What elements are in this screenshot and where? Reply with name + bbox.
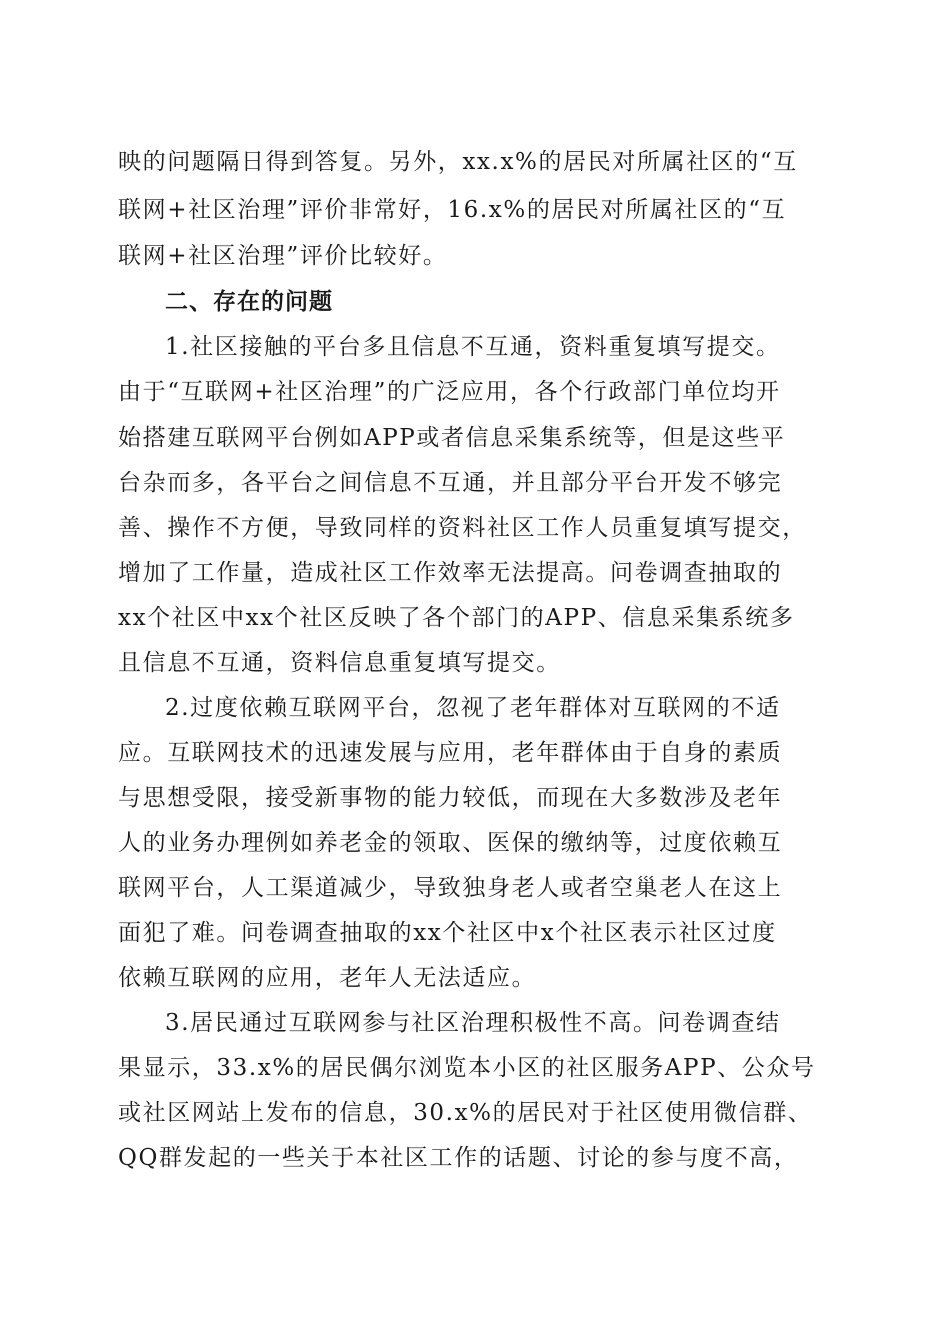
paragraph-line: 应。互联网技术的迅速发展与应用，老年群体由于自身的素质	[118, 740, 783, 766]
paragraph-line: 2.过度依赖互联网平台，忽视了老年群体对互联网的不适	[165, 695, 781, 721]
paragraph-line: xx个社区中xx个社区反映了各个部门的APP、信息采集系统多	[118, 605, 795, 631]
paragraph-line: 人的业务办理例如养老金的领取、医保的缴纳等，过度依赖互	[118, 830, 783, 856]
paragraph-line: 始搭建互联网平台例如APP或者信息采集系统等，但是这些平	[118, 425, 786, 451]
paragraph-line: 1.社区接触的平台多且信息不互通，资料重复填写提交。	[165, 334, 781, 360]
paragraph-line: 3.居民通过互联网参与社区治理积极性不高。问卷调查结	[165, 1010, 781, 1036]
section-heading: 二、存在的问题	[165, 289, 333, 315]
paragraph-line: 且信息不互通，资料信息重复填写提交。	[118, 650, 561, 676]
paragraph-line: 依赖互联网的应用，老年人无法适应。	[118, 965, 537, 991]
paragraph-line: 果显示，33.x%的居民偶尔浏览本小区的社区服务APP、公众号	[118, 1055, 816, 1081]
paragraph-line: 联网+社区治理”评价比较好。	[118, 243, 448, 269]
paragraph-line: 由于“互联网+社区治理”的广泛应用，各个行政部门单位均开	[118, 379, 781, 405]
paragraph-line: 联网平台，人工渠道减少，导致独身老人或者空巢老人在这上	[118, 875, 783, 901]
paragraph-line: QQ群发起的一些关于本社区工作的话题、讨论的参与度不高，	[118, 1145, 799, 1171]
paragraph-line: 台杂而多，各平台之间信息不互通，并且部分平台开发不够完	[118, 470, 783, 496]
paragraph-line: 与思想受限，接受新事物的能力较低，而现在大多数涉及老年	[118, 785, 783, 811]
paragraph-line: 善、操作不方便，导致同样的资料社区工作人员重复填写提交，	[118, 515, 807, 541]
paragraph-line: 增加了工作量，造成社区工作效率无法提高。问卷调查抽取的	[118, 560, 783, 586]
paragraph-line: 或社区网站上发布的信息，30.x%的居民对于社区使用微信群、	[118, 1100, 813, 1126]
paragraph-line: 联网+社区治理”评价非常好，16.x%的居民对所属社区的“互	[118, 197, 787, 223]
paragraph-line: 映的问题隔日得到答复。另外，xx.x%的居民对所属社区的“互	[118, 149, 798, 175]
paragraph-line: 面犯了难。问卷调查抽取的xx个社区中x个社区表示社区过度	[118, 920, 777, 946]
